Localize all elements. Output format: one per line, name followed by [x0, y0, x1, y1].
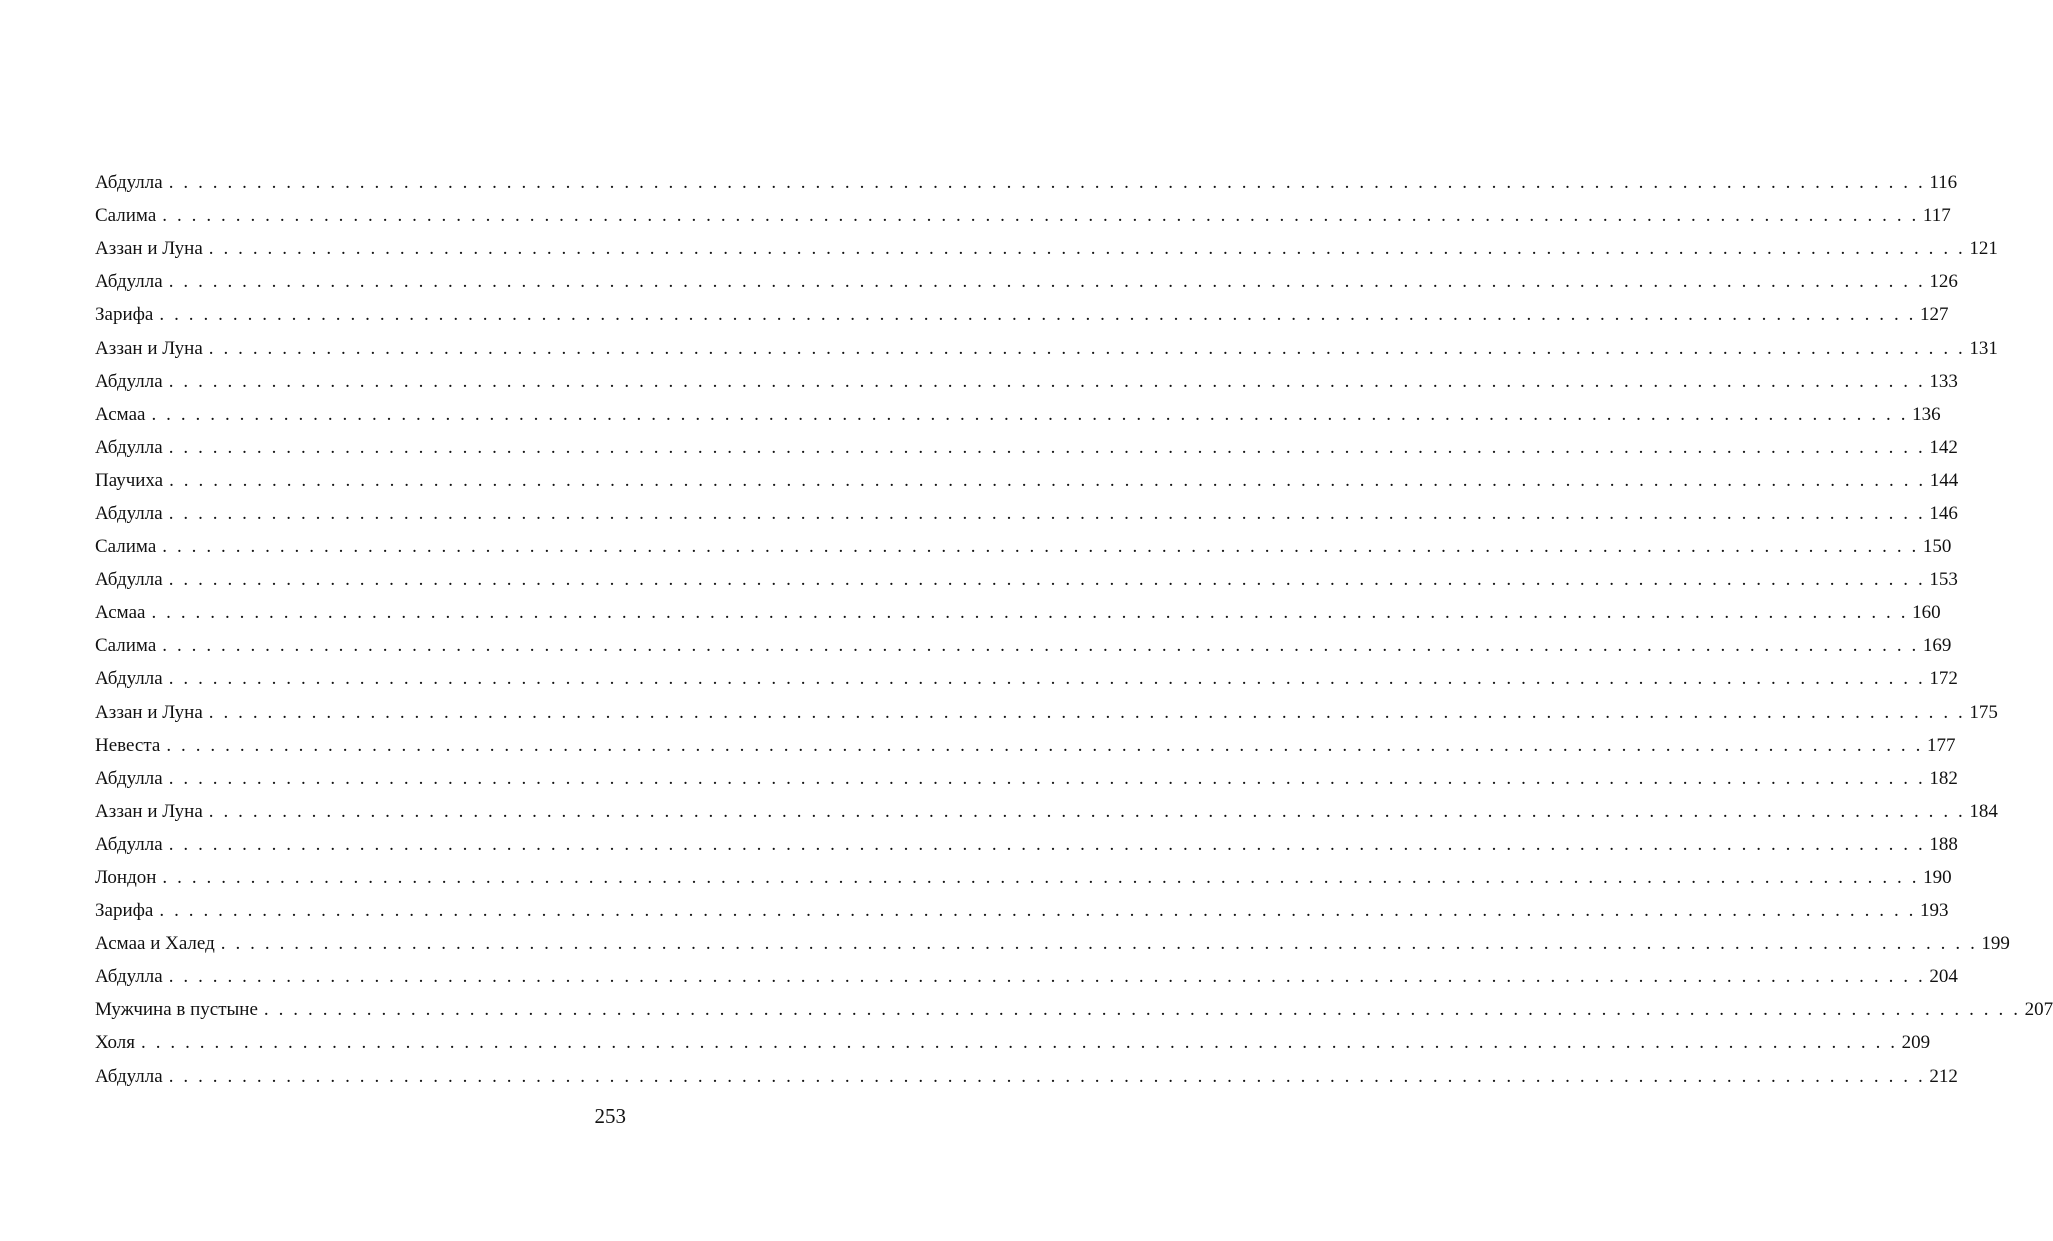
toc-entry [95, 398, 1941, 431]
toc-entry-title: Аззан и Луна [95, 337, 203, 359]
toc-entry-title: Асмаа и Халед [95, 933, 215, 955]
toc-entry-title: Холя [95, 1032, 135, 1054]
toc-dot-leader: . . . . . . . . . . . . . . . . . . . . . . . . . . . . . . . . . . . . . . . . . . . . . . . . . . . . . . . . . . . . . . . . . . . . . . . . . . . . . . . . . . . . . . . . . . . . . . . . . . . . . . . . . . . . . . . . . . . . . . . . [168, 370, 1926, 392]
toc-entry-page: 184 [1969, 800, 1998, 822]
toc-entry-page: 172 [1929, 668, 1958, 690]
toc-entry-title: Абдулла [95, 767, 163, 789]
toc-entry-title: Абдулла [95, 502, 163, 524]
toc-dot-leader: . . . . . . . . . . . . . . . . . . . . . . . . . . . . . . . . . . . . . . . . . . . . . . . . . . . . . . . . . . . . . . . . . . . . . . . . . . . . . . . . . . . . . . . . . . . . . . . . . . . . . . . . . . . . . . . . . . . . . . . . [162, 205, 1919, 227]
toc-entry-title: Лондон [95, 867, 157, 889]
toc-entry-title: Зарифа [95, 900, 154, 922]
toc-entry-page: 117 [1922, 205, 1951, 227]
toc-entry-title: Аззан и Луна [95, 238, 203, 260]
toc-entry-page: 131 [1969, 337, 1998, 359]
toc-entry-page: 144 [1929, 469, 1959, 491]
toc-entry-title: Абдулла [95, 1065, 163, 1087]
toc-entry-page: 126 [1929, 271, 1958, 293]
toc-entry-title: Абдулла [95, 436, 163, 458]
toc-entry-title: Асмаа [95, 403, 146, 425]
toc-dot-leader: . . . . . . . . . . . . . . . . . . . . . . . . . . . . . . . . . . . . . . . . . . . . . . . . . . . . . . . . . . . . . . . . . . . . . . . . . . . . . . . . . . . . . . . . . . . . . . . . . . . . . . . . . . . . . . . . . . . . . . . . [151, 403, 1909, 425]
toc-entry [95, 828, 1958, 861]
toc-entry-title: Абдулла [95, 172, 163, 194]
toc-entry-page: 190 [1923, 867, 1952, 889]
toc-dot-leader: . . . . . . . . . . . . . . . . . . . . . . . . . . . . . . . . . . . . . . . . . . . . . . . . . . . . . . . . . . . . . . . . . . . . . . . . . . . . . . . . . . . . . . . . . . . . . . . . . . . . . . . . . . . . . . . . . . . . . . . . [168, 436, 1926, 458]
toc-entry [95, 331, 1998, 364]
toc-entry-title: Мужчина в пустыне [95, 999, 258, 1021]
toc-entry-page: 142 [1929, 436, 1958, 458]
toc-entry [95, 894, 1949, 927]
toc-entry-page: 199 [1981, 933, 2010, 955]
toc-entry-page: 204 [1929, 966, 1958, 988]
toc-entry [95, 464, 1959, 497]
toc-entry [95, 563, 1958, 596]
toc-dot-leader: . . . . . . . . . . . . . . . . . . . . . . . . . . . . . . . . . . . . . . . . . . . . . . . . . . . . . . . . . . . . . . . . . . . . . . . . . . . . . . . . . . . . . . . . . . . . . . . . . . . . . . . . . . . . . . . . . . . . . . . . [208, 701, 1966, 723]
toc-entry [95, 662, 1958, 695]
toc-entry [95, 365, 1958, 398]
toc-entry-title: Паучиха [95, 469, 164, 491]
toc-entry [95, 265, 1958, 298]
toc-dot-leader: . . . . . . . . . . . . . . . . . . . . . . . . . . . . . . . . . . . . . . . . . . . . . . . . . . . . . . . . . . . . . . . . . . . . . . . . . . . . . . . . . . . . . . . . . . . . . . . . . . . . . . . . . . . . . . . . . . . . . . . . [168, 767, 1926, 789]
toc-entry-title: Абдулла [95, 668, 163, 690]
toc-entry-title: Аззан и Луна [95, 800, 203, 822]
toc-entry-page: 193 [1920, 900, 1949, 922]
toc-entry-page: 182 [1929, 767, 1958, 789]
toc-entry-page: 121 [1969, 238, 1998, 260]
toc-dot-leader: . . . . . . . . . . . . . . . . . . . . . . . . . . . . . . . . . . . . . . . . . . . . . . . . . . . . . . . . . . . . . . . . . . . . . . . . . . . . . . . . . . . . . . . . . . . . . . . . . . . . . . . . . . . . . . . . . . . . . . . . [208, 238, 1966, 260]
toc-entry-title: Абдулла [95, 271, 163, 293]
toc-entry-page: 175 [1969, 701, 1998, 723]
toc-dot-leader: . . . . . . . . . . . . . . . . . . . . . . . . . . . . . . . . . . . . . . . . . . . . . . . . . . . . . . . . . . . . . . . . . . . . . . . . . . . . . . . . . . . . . . . . . . . . . . . . . . . . . . . . . . . . . . . . . . . . . . . . [168, 668, 1926, 690]
toc-dot-leader: . . . . . . . . . . . . . . . . . . . . . . . . . . . . . . . . . . . . . . . . . . . . . . . . . . . . . . . . . . . . . . . . . . . . . . . . . . . . . . . . . . . . . . . . . . . . . . . . . . . . . . . . . . . . . . . . . . . . . . . . [151, 602, 1909, 624]
toc-entry-title: Абдулла [95, 966, 163, 988]
toc-entry [95, 298, 1949, 331]
table-of-contents [95, 166, 2053, 1093]
toc-entry [95, 861, 1952, 894]
toc-entry [95, 596, 1941, 629]
toc-entry-page: 127 [1920, 304, 1949, 326]
page-number: 253 [594, 1104, 626, 1128]
toc-dot-leader: . . . . . . . . . . . . . . . . . . . . . . . . . . . . . . . . . . . . . . . . . . . . . . . . . . . . . . . . . . . . . . . . . . . . . . . . . . . . . . . . . . . . . . . . . . . . . . . . . . . . . . . . . . . . . . . . . . . . . . . . [168, 271, 1926, 293]
toc-entry-page: 177 [1926, 734, 1956, 756]
toc-entry-title: Салима [95, 635, 157, 657]
toc-entry [95, 960, 1958, 993]
toc-entry [95, 696, 1998, 729]
toc-entry-page: 160 [1912, 602, 1941, 624]
toc-entry-page: 207 [2024, 999, 2053, 1021]
toc-entry-page: 136 [1912, 403, 1941, 425]
toc-entry-title: Салима [95, 536, 157, 558]
toc-dot-leader: . . . . . . . . . . . . . . . . . . . . . . . . . . . . . . . . . . . . . . . . . . . . . . . . . . . . . . . . . . . . . . . . . . . . . . . . . . . . . . . . . . . . . . . . . . . . . . . . . . . . . . . . . . . . . . . . . . . . . . . . [141, 1032, 1898, 1054]
toc-entry-title: Асмаа [95, 602, 146, 624]
toc-entry [95, 497, 1958, 530]
toc-dot-leader: . . . . . . . . . . . . . . . . . . . . . . . . . . . . . . . . . . . . . . . . . . . . . . . . . . . . . . . . . . . . . . . . . . . . . . . . . . . . . . . . . . . . . . . . . . . . . . . . . . . . . . . . . . . . . . . . . . . . . . . . [168, 1065, 1926, 1087]
toc-entry-page: 146 [1929, 502, 1958, 524]
toc-entry [95, 1026, 1931, 1059]
toc-entry [95, 1060, 1958, 1093]
toc-dot-leader: . . . . . . . . . . . . . . . . . . . . . . . . . . . . . . . . . . . . . . . . . . . . . . . . . . . . . . . . . . . . . . . . . . . . . . . . . . . . . . . . . . . . . . . . . . . . . . . . . . . . . . . . . . . . . . . . . . . . . . . . [166, 734, 1923, 756]
toc-entry [95, 166, 1958, 199]
toc-dot-leader: . . . . . . . . . . . . . . . . . . . . . . . . . . . . . . . . . . . . . . . . . . . . . . . . . . . . . . . . . . . . . . . . . . . . . . . . . . . . . . . . . . . . . . . . . . . . . . . . . . . . . . . . . . . . . . . . . . . . . . . . [263, 999, 2021, 1021]
toc-entry-page: 153 [1929, 569, 1958, 591]
toc-entry-title: Абдулла [95, 370, 163, 392]
toc-dot-leader: . . . . . . . . . . . . . . . . . . . . . . . . . . . . . . . . . . . . . . . . . . . . . . . . . . . . . . . . . . . . . . . . . . . . . . . . . . . . . . . . . . . . . . . . . . . . . . . . . . . . . . . . . . . . . . . . . . . . . . . . [168, 502, 1926, 524]
toc-dot-leader: . . . . . . . . . . . . . . . . . . . . . . . . . . . . . . . . . . . . . . . . . . . . . . . . . . . . . . . . . . . . . . . . . . . . . . . . . . . . . . . . . . . . . . . . . . . . . . . . . . . . . . . . . . . . . . . . . . . . . . . . [162, 536, 1919, 558]
toc-entry [95, 927, 2010, 960]
toc-entry-page: 116 [1929, 172, 1958, 194]
toc-entry [95, 431, 1958, 464]
toc-entry [95, 762, 1958, 795]
toc-entry [95, 199, 1951, 232]
toc-dot-leader: . . . . . . . . . . . . . . . . . . . . . . . . . . . . . . . . . . . . . . . . . . . . . . . . . . . . . . . . . . . . . . . . . . . . . . . . . . . . . . . . . . . . . . . . . . . . . . . . . . . . . . . . . . . . . . . . . . . . . . . . [159, 304, 1917, 326]
toc-entry-title: Аззан и Луна [95, 701, 203, 723]
toc-dot-leader: . . . . . . . . . . . . . . . . . . . . . . . . . . . . . . . . . . . . . . . . . . . . . . . . . . . . . . . . . . . . . . . . . . . . . . . . . . . . . . . . . . . . . . . . . . . . . . . . . . . . . . . . . . . . . . . . . . . . . . . . [168, 569, 1926, 591]
toc-entry-page: 150 [1922, 536, 1952, 558]
toc-entry-title: Зарифа [95, 304, 154, 326]
toc-entry [95, 729, 1956, 762]
toc-entry-title: Салима [95, 205, 157, 227]
toc-entry-title: Абдулла [95, 833, 163, 855]
toc-entry [95, 530, 1952, 563]
toc-dot-leader: . . . . . . . . . . . . . . . . . . . . . . . . . . . . . . . . . . . . . . . . . . . . . . . . . . . . . . . . . . . . . . . . . . . . . . . . . . . . . . . . . . . . . . . . . . . . . . . . . . . . . . . . . . . . . . . . . . . . . . . . [208, 337, 1966, 359]
toc-dot-leader: . . . . . . . . . . . . . . . . . . . . . . . . . . . . . . . . . . . . . . . . . . . . . . . . . . . . . . . . . . . . . . . . . . . . . . . . . . . . . . . . . . . . . . . . . . . . . . . . . . . . . . . . . . . . . . . . . . . . . . . . [220, 933, 1978, 955]
toc-dot-leader: . . . . . . . . . . . . . . . . . . . . . . . . . . . . . . . . . . . . . . . . . . . . . . . . . . . . . . . . . . . . . . . . . . . . . . . . . . . . . . . . . . . . . . . . . . . . . . . . . . . . . . . . . . . . . . . . . . . . . . . . [162, 867, 1920, 889]
toc-entry-page: 212 [1929, 1065, 1958, 1087]
toc-dot-leader: . . . . . . . . . . . . . . . . . . . . . . . . . . . . . . . . . . . . . . . . . . . . . . . . . . . . . . . . . . . . . . . . . . . . . . . . . . . . . . . . . . . . . . . . . . . . . . . . . . . . . . . . . . . . . . . . . . . . . . . . [159, 900, 1917, 922]
toc-entry-page: 133 [1929, 370, 1958, 392]
toc-entry-title: Абдулла [95, 569, 163, 591]
toc-entry-page: 169 [1922, 635, 1952, 657]
toc-dot-leader: . . . . . . . . . . . . . . . . . . . . . . . . . . . . . . . . . . . . . . . . . . . . . . . . . . . . . . . . . . . . . . . . . . . . . . . . . . . . . . . . . . . . . . . . . . . . . . . . . . . . . . . . . . . . . . . . . . . . . . . . [168, 833, 1926, 855]
toc-entry-page: 209 [1901, 1032, 1931, 1054]
toc-entry-page: 188 [1929, 833, 1958, 855]
toc-dot-leader: . . . . . . . . . . . . . . . . . . . . . . . . . . . . . . . . . . . . . . . . . . . . . . . . . . . . . . . . . . . . . . . . . . . . . . . . . . . . . . . . . . . . . . . . . . . . . . . . . . . . . . . . . . . . . . . . . . . . . . . . [208, 800, 1966, 822]
toc-entry [95, 629, 1952, 662]
toc-entry [95, 232, 1998, 265]
toc-entry [95, 993, 2053, 1026]
toc-dot-leader: . . . . . . . . . . . . . . . . . . . . . . . . . . . . . . . . . . . . . . . . . . . . . . . . . . . . . . . . . . . . . . . . . . . . . . . . . . . . . . . . . . . . . . . . . . . . . . . . . . . . . . . . . . . . . . . . . . . . . . . . [168, 172, 1926, 194]
toc-dot-leader: . . . . . . . . . . . . . . . . . . . . . . . . . . . . . . . . . . . . . . . . . . . . . . . . . . . . . . . . . . . . . . . . . . . . . . . . . . . . . . . . . . . . . . . . . . . . . . . . . . . . . . . . . . . . . . . . . . . . . . . . [169, 469, 1926, 491]
toc-dot-leader: . . . . . . . . . . . . . . . . . . . . . . . . . . . . . . . . . . . . . . . . . . . . . . . . . . . . . . . . . . . . . . . . . . . . . . . . . . . . . . . . . . . . . . . . . . . . . . . . . . . . . . . . . . . . . . . . . . . . . . . . [168, 966, 1926, 988]
toc-entry-title: Невеста [95, 734, 161, 756]
toc-dot-leader: . . . . . . . . . . . . . . . . . . . . . . . . . . . . . . . . . . . . . . . . . . . . . . . . . . . . . . . . . . . . . . . . . . . . . . . . . . . . . . . . . . . . . . . . . . . . . . . . . . . . . . . . . . . . . . . . . . . . . . . . [162, 635, 1919, 657]
toc-entry [95, 795, 1998, 828]
